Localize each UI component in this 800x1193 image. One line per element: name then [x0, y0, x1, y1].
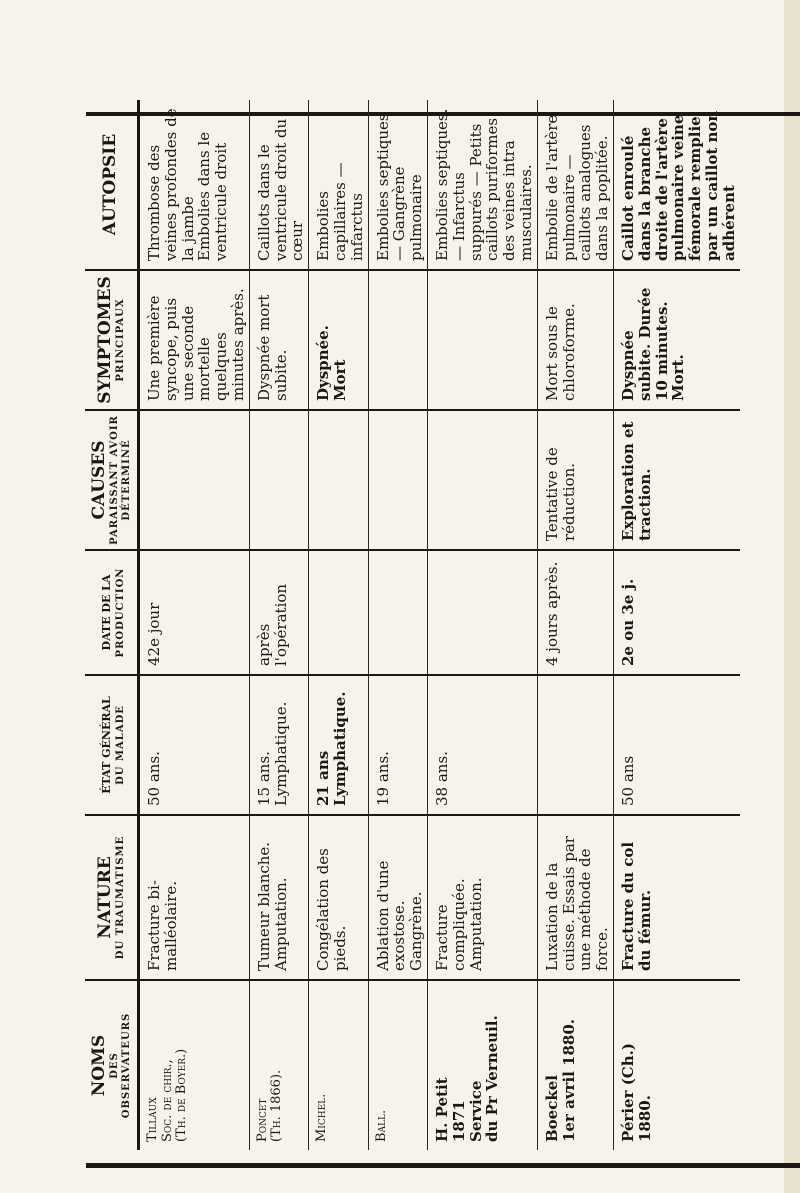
header-nature-sub: DU TRAUMATISME — [114, 835, 126, 960]
header-causes-label: CAUSES — [89, 440, 110, 520]
cell-nature: Ablation d'une exostose. Gangrène. — [368, 815, 427, 980]
cell-causes: Tentative de réduction. — [537, 410, 613, 550]
cell-etat — [537, 675, 613, 815]
table-bottom-rule — [86, 1163, 800, 1168]
cell-autopsie: Embolies septiques. — Infarctus suppurés — Petits caillots puriformes des veines intra musculaires. — [427, 100, 537, 270]
header-date — [85, 550, 139, 675]
header-date-label: DATE DE LA — [99, 574, 113, 651]
cell-autopsie: Embolies septiques — Gangrène pulmonaire — [368, 100, 427, 270]
page-edge-shadow — [784, 0, 800, 1193]
cell-date — [427, 550, 537, 675]
cell-causes — [368, 410, 427, 550]
cell-autopsie: Caillot enroulé dans la branche droite de l'artère pulmonaire veine fémorale remplie par un caillot non adhérent — [618, 110, 738, 261]
table-row — [427, 100, 537, 1150]
cell-date — [368, 550, 427, 675]
cell-etat: 38 ans. — [427, 675, 537, 815]
cell-symptomes: Dyspnée subite. Durée 10 minutes. Mort. — [613, 270, 739, 410]
cell-observers: Ball. — [368, 980, 427, 1150]
cell-etat: 19 ans. — [368, 675, 427, 815]
cell-symptomes — [427, 270, 537, 410]
cell-observers: Boeckel 1er avril 1880. — [537, 980, 613, 1150]
table-row — [613, 100, 739, 1150]
cell-date: 4 jours après. — [537, 550, 613, 675]
cell-date: après l'opération — [249, 550, 308, 675]
cell-nature: Fracture bi-malléolaire. — [139, 815, 250, 980]
cell-observers: Michel. — [309, 980, 368, 1150]
table-row — [537, 100, 613, 1150]
cell-causes: Exploration et traction. — [613, 410, 739, 550]
header-etat-sub: DU MALADE — [114, 705, 126, 785]
cell-nature: Fracture compliquée. Amputation. — [427, 815, 537, 980]
cell-date: 2e ou 3e j. — [613, 550, 739, 675]
cell-observers: Périer (Ch.) 1880. — [613, 980, 739, 1150]
cell-nature: Tumeur blanche. Amputation. — [249, 815, 308, 980]
cell-observers: Tillaux Soc. de chir., (Th. de Boyer.) — [139, 980, 250, 1150]
cell-etat: 21 ans Lymphatique. — [309, 675, 368, 815]
header-nature-label: NATURE — [94, 856, 115, 939]
header-row — [85, 100, 139, 1150]
cell-autopsie: Thrombose des veines profondes de la jambe Embolies dans le ventricule droit — [139, 100, 250, 270]
cell-symptomes: Dyspnée mort subite. — [249, 270, 308, 410]
cell-nature: Congélation des pieds. — [309, 815, 368, 980]
header-date-sub: PRODUCTION — [114, 567, 126, 658]
cell-nature: Luxation de la cuisse. Essais par une méthode de force. — [537, 815, 613, 980]
header-symptomes-sub: PRINCIPAUX — [114, 298, 126, 382]
header-symptomes-label: SYMPTOMES — [94, 276, 115, 404]
table-row — [368, 100, 427, 1150]
header-causes-sub: PARAISSANT AVOIR DÉTERMINÉ — [109, 415, 132, 545]
header-autopsie — [85, 100, 139, 270]
cell-causes — [139, 410, 250, 550]
cell-date — [309, 550, 368, 675]
cell-symptomes: Une première syncope, puis une seconde mortelle quelques minutes après. — [139, 270, 250, 410]
rotated-table-container — [85, 100, 738, 1150]
cell-symptomes: Dyspnée. Mort — [309, 270, 368, 410]
header-causes — [85, 410, 139, 550]
cell-observers: Poncet (Th. 1866). — [249, 980, 308, 1150]
header-symptomes — [85, 270, 139, 410]
cell-symptomes — [368, 270, 427, 410]
cell-etat: 50 ans. — [139, 675, 250, 815]
observations-table — [85, 100, 740, 1150]
header-autopsie-label: AUTOPSIE — [100, 133, 121, 236]
cell-symptomes: Mort sous le chloroforme. — [537, 270, 613, 410]
cell-observers: H. Petit 1871 Service du Pr Verneuil. — [427, 980, 537, 1150]
cell-nature: Fracture du col du fémur. — [613, 815, 739, 980]
cell-etat: 50 ans — [613, 675, 739, 815]
header-nature — [85, 815, 139, 980]
header-observers-label: NOMS — [89, 1034, 110, 1097]
header-observers — [85, 980, 139, 1150]
header-etat — [85, 675, 139, 815]
cell-causes — [427, 410, 537, 550]
header-observers-sub1: DES — [109, 1052, 121, 1079]
cell-causes — [309, 410, 368, 550]
header-etat-label: ÉTAT GÉNÉRAL — [99, 696, 113, 794]
header-observers-sub2: OBSERVATEURS — [120, 1012, 132, 1119]
table-row — [309, 100, 368, 1150]
cell-autopsie: Caillots dans le ventricule droit du cœur — [249, 100, 308, 270]
cell-autopsie: Embolie de l'artère pulmonaire — caillots analogues dans la poplitée. — [537, 100, 613, 270]
cell-etat: 15 ans. Lymphatique. — [249, 675, 308, 815]
cell-causes — [249, 410, 308, 550]
table-row — [139, 100, 250, 1150]
cell-autopsie: Embolies capillaires — infarctus — [309, 100, 368, 270]
cell-date: 42e jour — [139, 550, 250, 675]
table-row — [249, 100, 308, 1150]
